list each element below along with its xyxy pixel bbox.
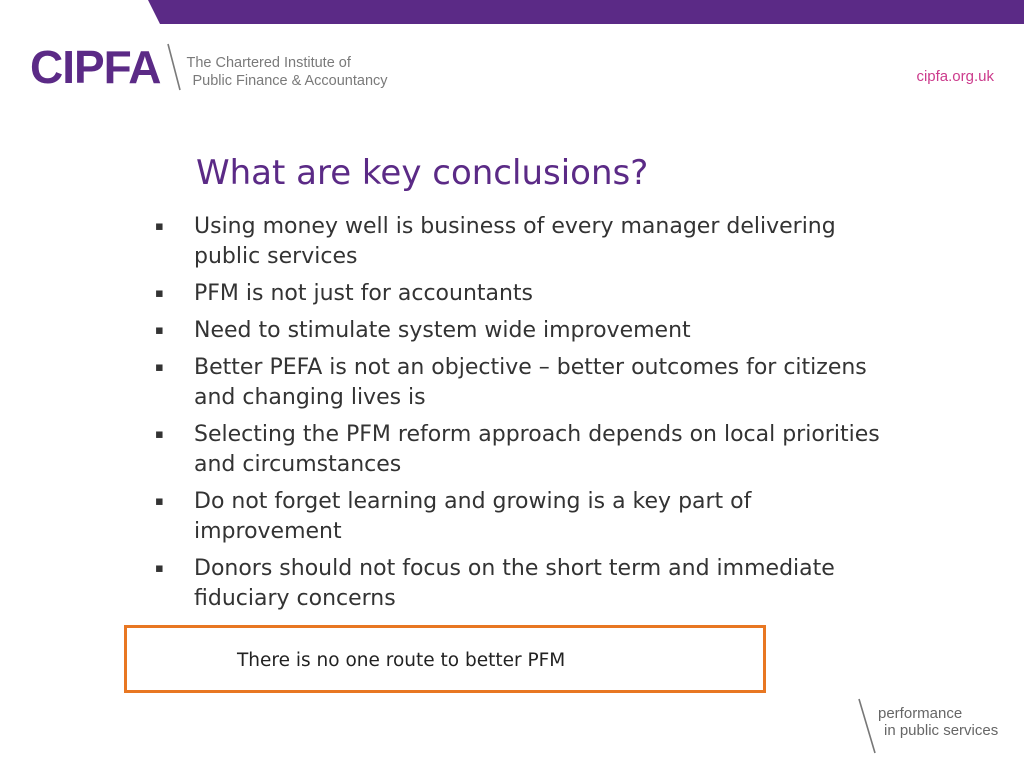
cipfa-logo (30, 42, 388, 92)
footer-tagline-logo (856, 697, 998, 755)
tagline-line1: performance (878, 705, 963, 722)
bullet-text: Selecting the PFM reform approach depends on local priorities and circumstances (194, 422, 880, 477)
logo-subtitle-line1: The Chartered Institute of (186, 55, 351, 71)
logo-divider-slash (164, 42, 184, 92)
callout-box (124, 625, 766, 693)
bullet-text: Better PEFA is not an objective – better outcomes for citizens and changing lives is (194, 355, 867, 410)
bullet-item (152, 487, 887, 547)
bullet-item (152, 554, 887, 614)
conclusions-list (152, 212, 887, 621)
square-bullet-icon: ▪ (155, 323, 164, 338)
bullet-text: Using money well is business of every manager delivering public services (194, 214, 836, 269)
square-bullet-icon: ▪ (155, 219, 164, 234)
square-bullet-icon: ▪ (155, 286, 164, 301)
tagline-line2: in public services (884, 722, 999, 739)
logo-subtitle-line2: Public Finance & Accountancy (192, 73, 388, 89)
bullet-text: Donors should not focus on the short term and immediate fiduciary concerns (194, 556, 835, 611)
bullet-item (152, 212, 887, 272)
callout-text: There is no one route to better PFM (237, 650, 566, 671)
bullet-text: Need to stimulate system wide improvement (194, 318, 691, 343)
square-bullet-icon: ▪ (155, 561, 164, 576)
top-purple-band (0, 0, 1024, 24)
logo-wordmark: CIPFA (30, 41, 161, 93)
bullet-item (152, 316, 887, 346)
site-url[interactable]: cipfa.org.uk (916, 68, 994, 85)
bullet-item (152, 279, 887, 309)
slide-title: What are key conclusions? (196, 153, 649, 193)
bullet-text: Do not forget learning and growing is a key part of improvement (194, 489, 752, 544)
square-bullet-icon: ▪ (155, 360, 164, 375)
square-bullet-icon: ▪ (155, 494, 164, 509)
square-bullet-icon: ▪ (155, 427, 164, 442)
bullet-item (152, 420, 887, 480)
logo-subtitle (186, 54, 387, 90)
bullet-text: PFM is not just for accountants (194, 281, 534, 306)
tagline-divider-slash (856, 697, 878, 755)
bullet-item (152, 353, 887, 413)
tagline-text (878, 705, 998, 739)
